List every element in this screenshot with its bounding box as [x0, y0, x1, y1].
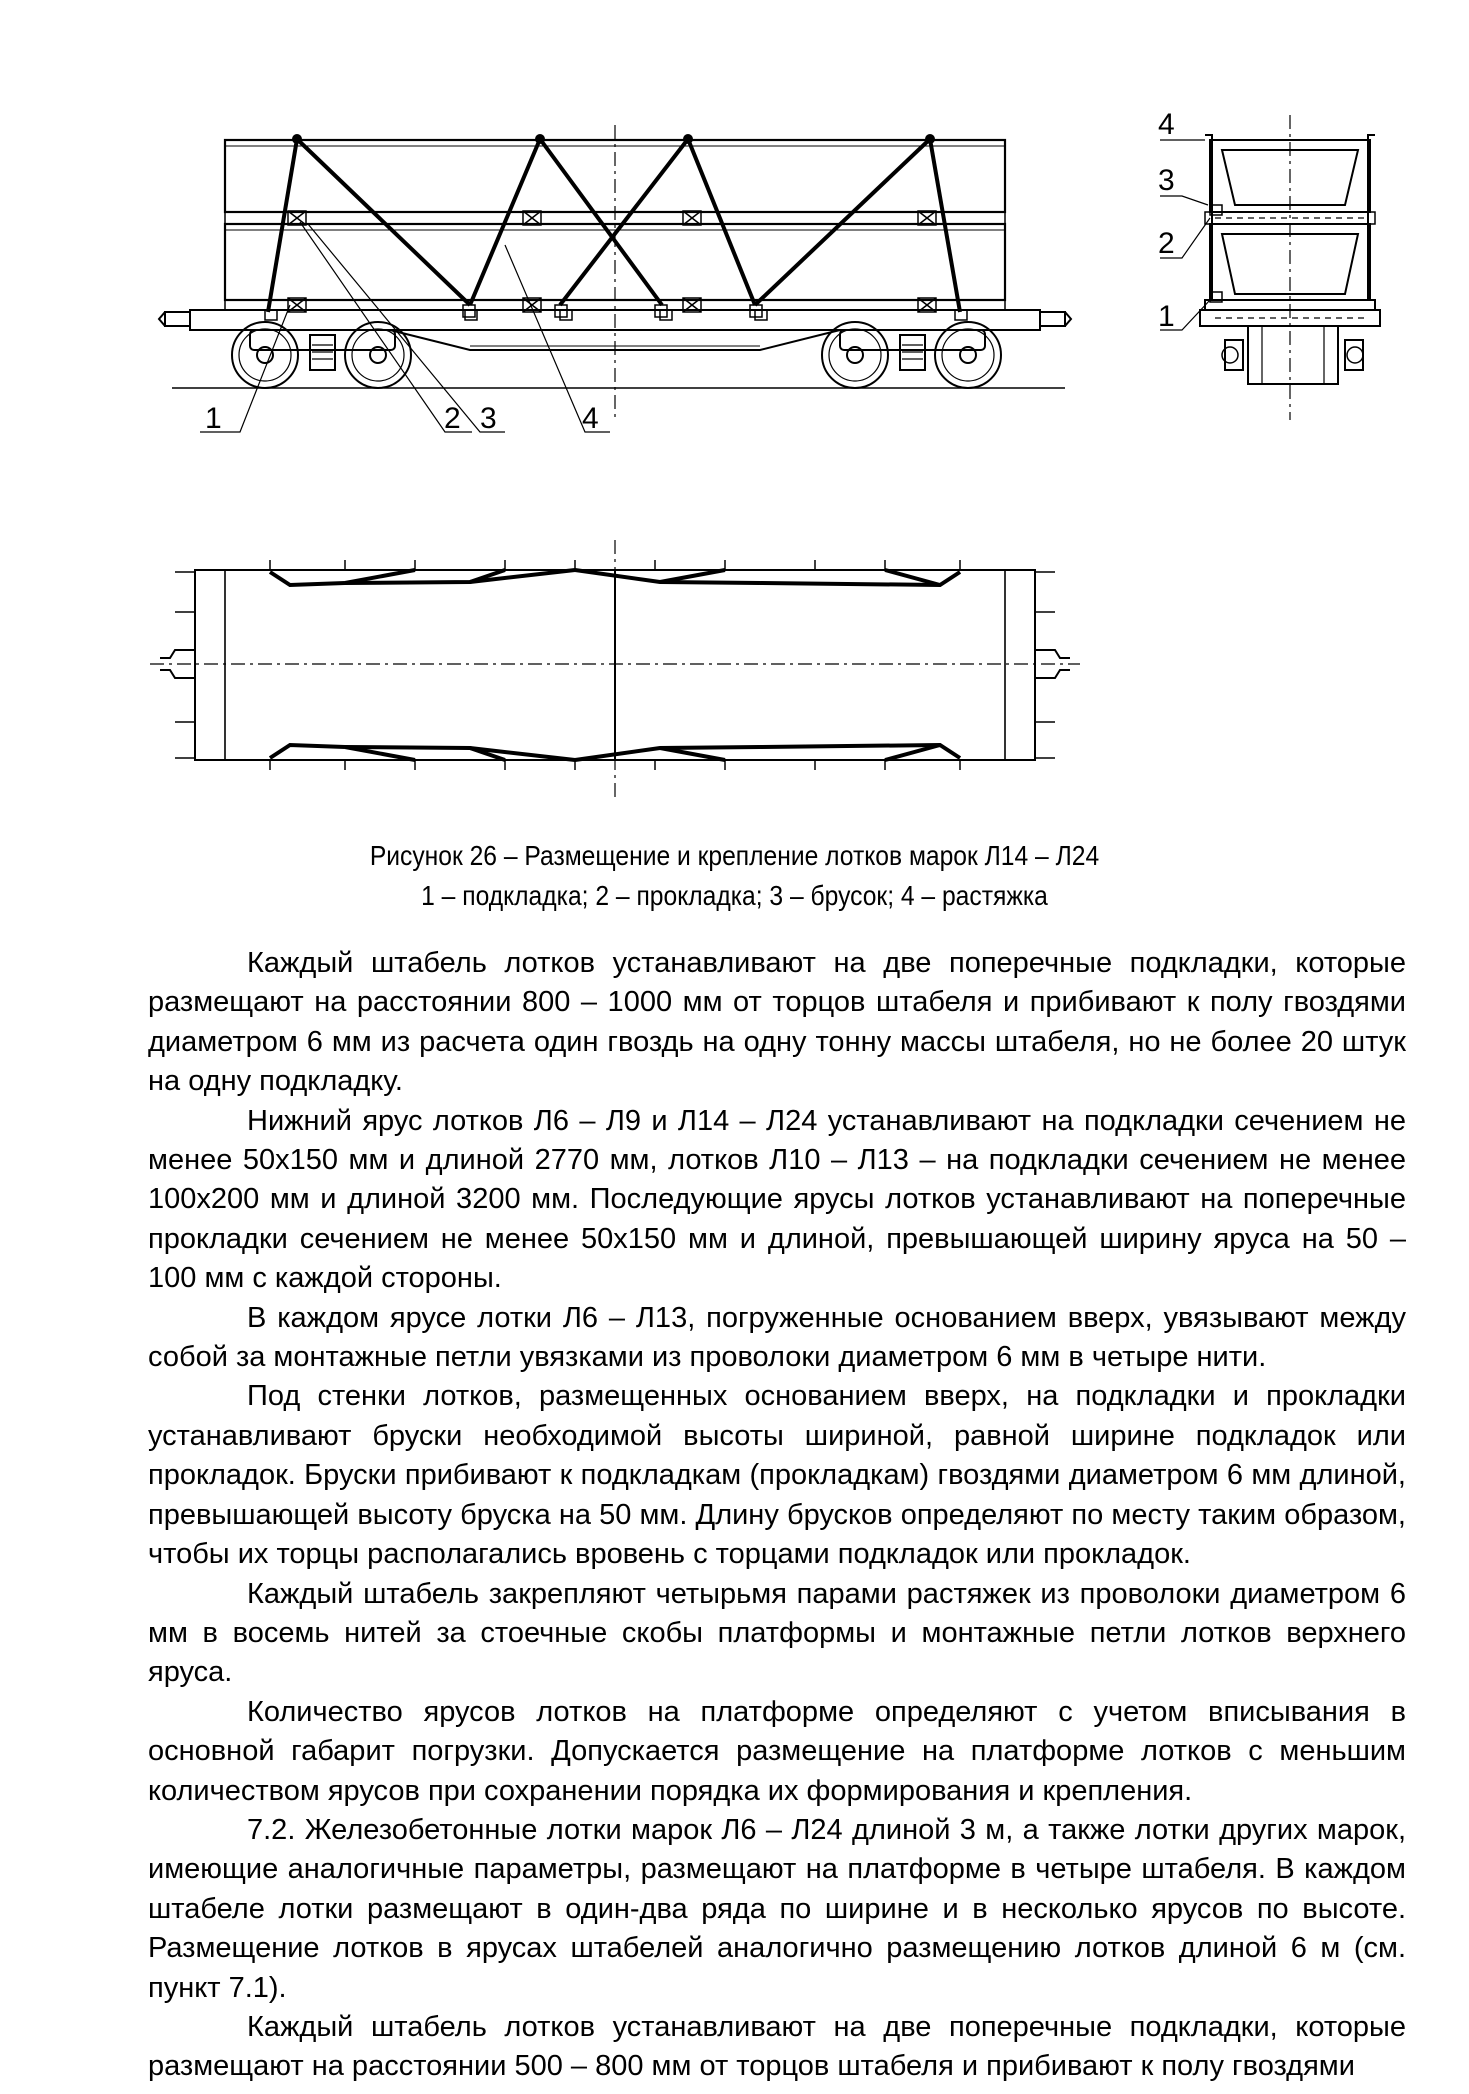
paragraph: Нижний ярус лотков Л6 – Л9 и Л14 – Л24 устанавливают на подкладки сечением не менее 50х150 мм и длиной 2770 мм, лотков Л10 – Л13 – на подкладки сечением не менее 100х200 мм и длиной 3200 мм. Последующие ярусы лотков устанавливают на поперечные прокладки сечением не менее 50х150 мм и длиной, превышающей ширину яруса на 50 – 100 мм с каждой стороны. [148, 1104, 1406, 1295]
end-label-2: 2 [1158, 227, 1175, 260]
side-label-4: 4 [582, 402, 599, 435]
side-view [159, 125, 1071, 432]
paragraph: Количество ярусов лотков на платформе определяют с учетом вписывания в основной габарит погрузки. Допускается размещение на платформе лотков с меньшим количеством ярусов при сохранении порядка их формирования и крепления. [148, 1695, 1406, 1807]
paragraph: В каждом ярусе лотки Л6 – Л13, погруженные основанием вверх, увязывают между собой за монтажные петли увязками из проволоки диаметром 6 мм в четыре нити. [148, 1301, 1406, 1374]
side-view-labels [205, 402, 599, 435]
end-view-labels [1158, 108, 1175, 333]
left-bogie [232, 322, 411, 388]
body-text [148, 944, 1406, 2087]
side-label-3: 3 [480, 402, 497, 435]
end-label-4: 4 [1158, 108, 1175, 141]
side-label-1: 1 [205, 402, 222, 435]
plan-view [150, 540, 1080, 800]
figure-caption [88, 836, 1381, 916]
caption-legend: 1 – подкладка; 2 – прокладка; 3 – брусок; 4 – растяжка [421, 880, 1048, 911]
paragraph: Каждый штабель лотков устанавливают на две поперечные подкладки, которые размещают на расстоянии 800 – 1000 мм от торцов штабеля и прибивают к полу гвоздями диаметром 6 мм из расчета один гвоздь на одну тонну массы штабеля, но не более 20 штук на одну подкладку. [148, 947, 1406, 1098]
end-label-3: 3 [1158, 164, 1175, 197]
caption-title: Рисунок 26 – Размещение и крепление лотков марок Л14 – Л24 [369, 840, 1100, 871]
right-bogie [822, 322, 1001, 388]
tie-down-wires [268, 139, 960, 312]
upper-tier-stack [225, 140, 1005, 212]
end-view [1160, 115, 1380, 420]
paragraph: Каждый штабель закрепляют четырьмя парами растяжек из проволоки диаметром 6 мм в восемь нитей за стоечные скобы платформы и монтажные петли лотков верхнего яруса. [148, 1577, 1406, 1689]
paragraph: 7.2. Железобетонные лотки марок Л6 – Л24 длиной 3 м, а также лотки других марок, имеющие аналогичные параметры, размещают на платформе в четыре штабеля. В каждом штабеле лотки размещают в один-два ряда по ширине и в несколько ярусов по высоте. Размещение лотков в ярусах штабелей аналогично размещению лотков длиной 6 м (см. пункт 7.1). [148, 1813, 1406, 2004]
leader-lines [200, 222, 610, 432]
end-label-1: 1 [1158, 300, 1175, 333]
paragraph: Каждый штабель лотков устанавливают на две поперечные подкладки, которые размещают на расстоянии 500 – 800 мм от торцов штабеля и прибивают к полу гвоздями [148, 2010, 1406, 2083]
side-label-2: 2 [444, 402, 461, 435]
paragraph: Под стенки лотков, размещенных основанием вверх, на подкладки и прокладки устанавливают бруски необходимой высоты шириной, равной ширине подкладок или прокладок. Бруски прибивают к подкладкам (прокладкам) гвоздями диаметром 6 мм длиной, превышающей высоту бруска на 50 мм. Длину брусков определяют по месту таким образом, чтобы их торцы располагались вровень с торцами подкладок или прокладок. [148, 1380, 1406, 1571]
figure-26-drawing [0, 0, 1469, 820]
